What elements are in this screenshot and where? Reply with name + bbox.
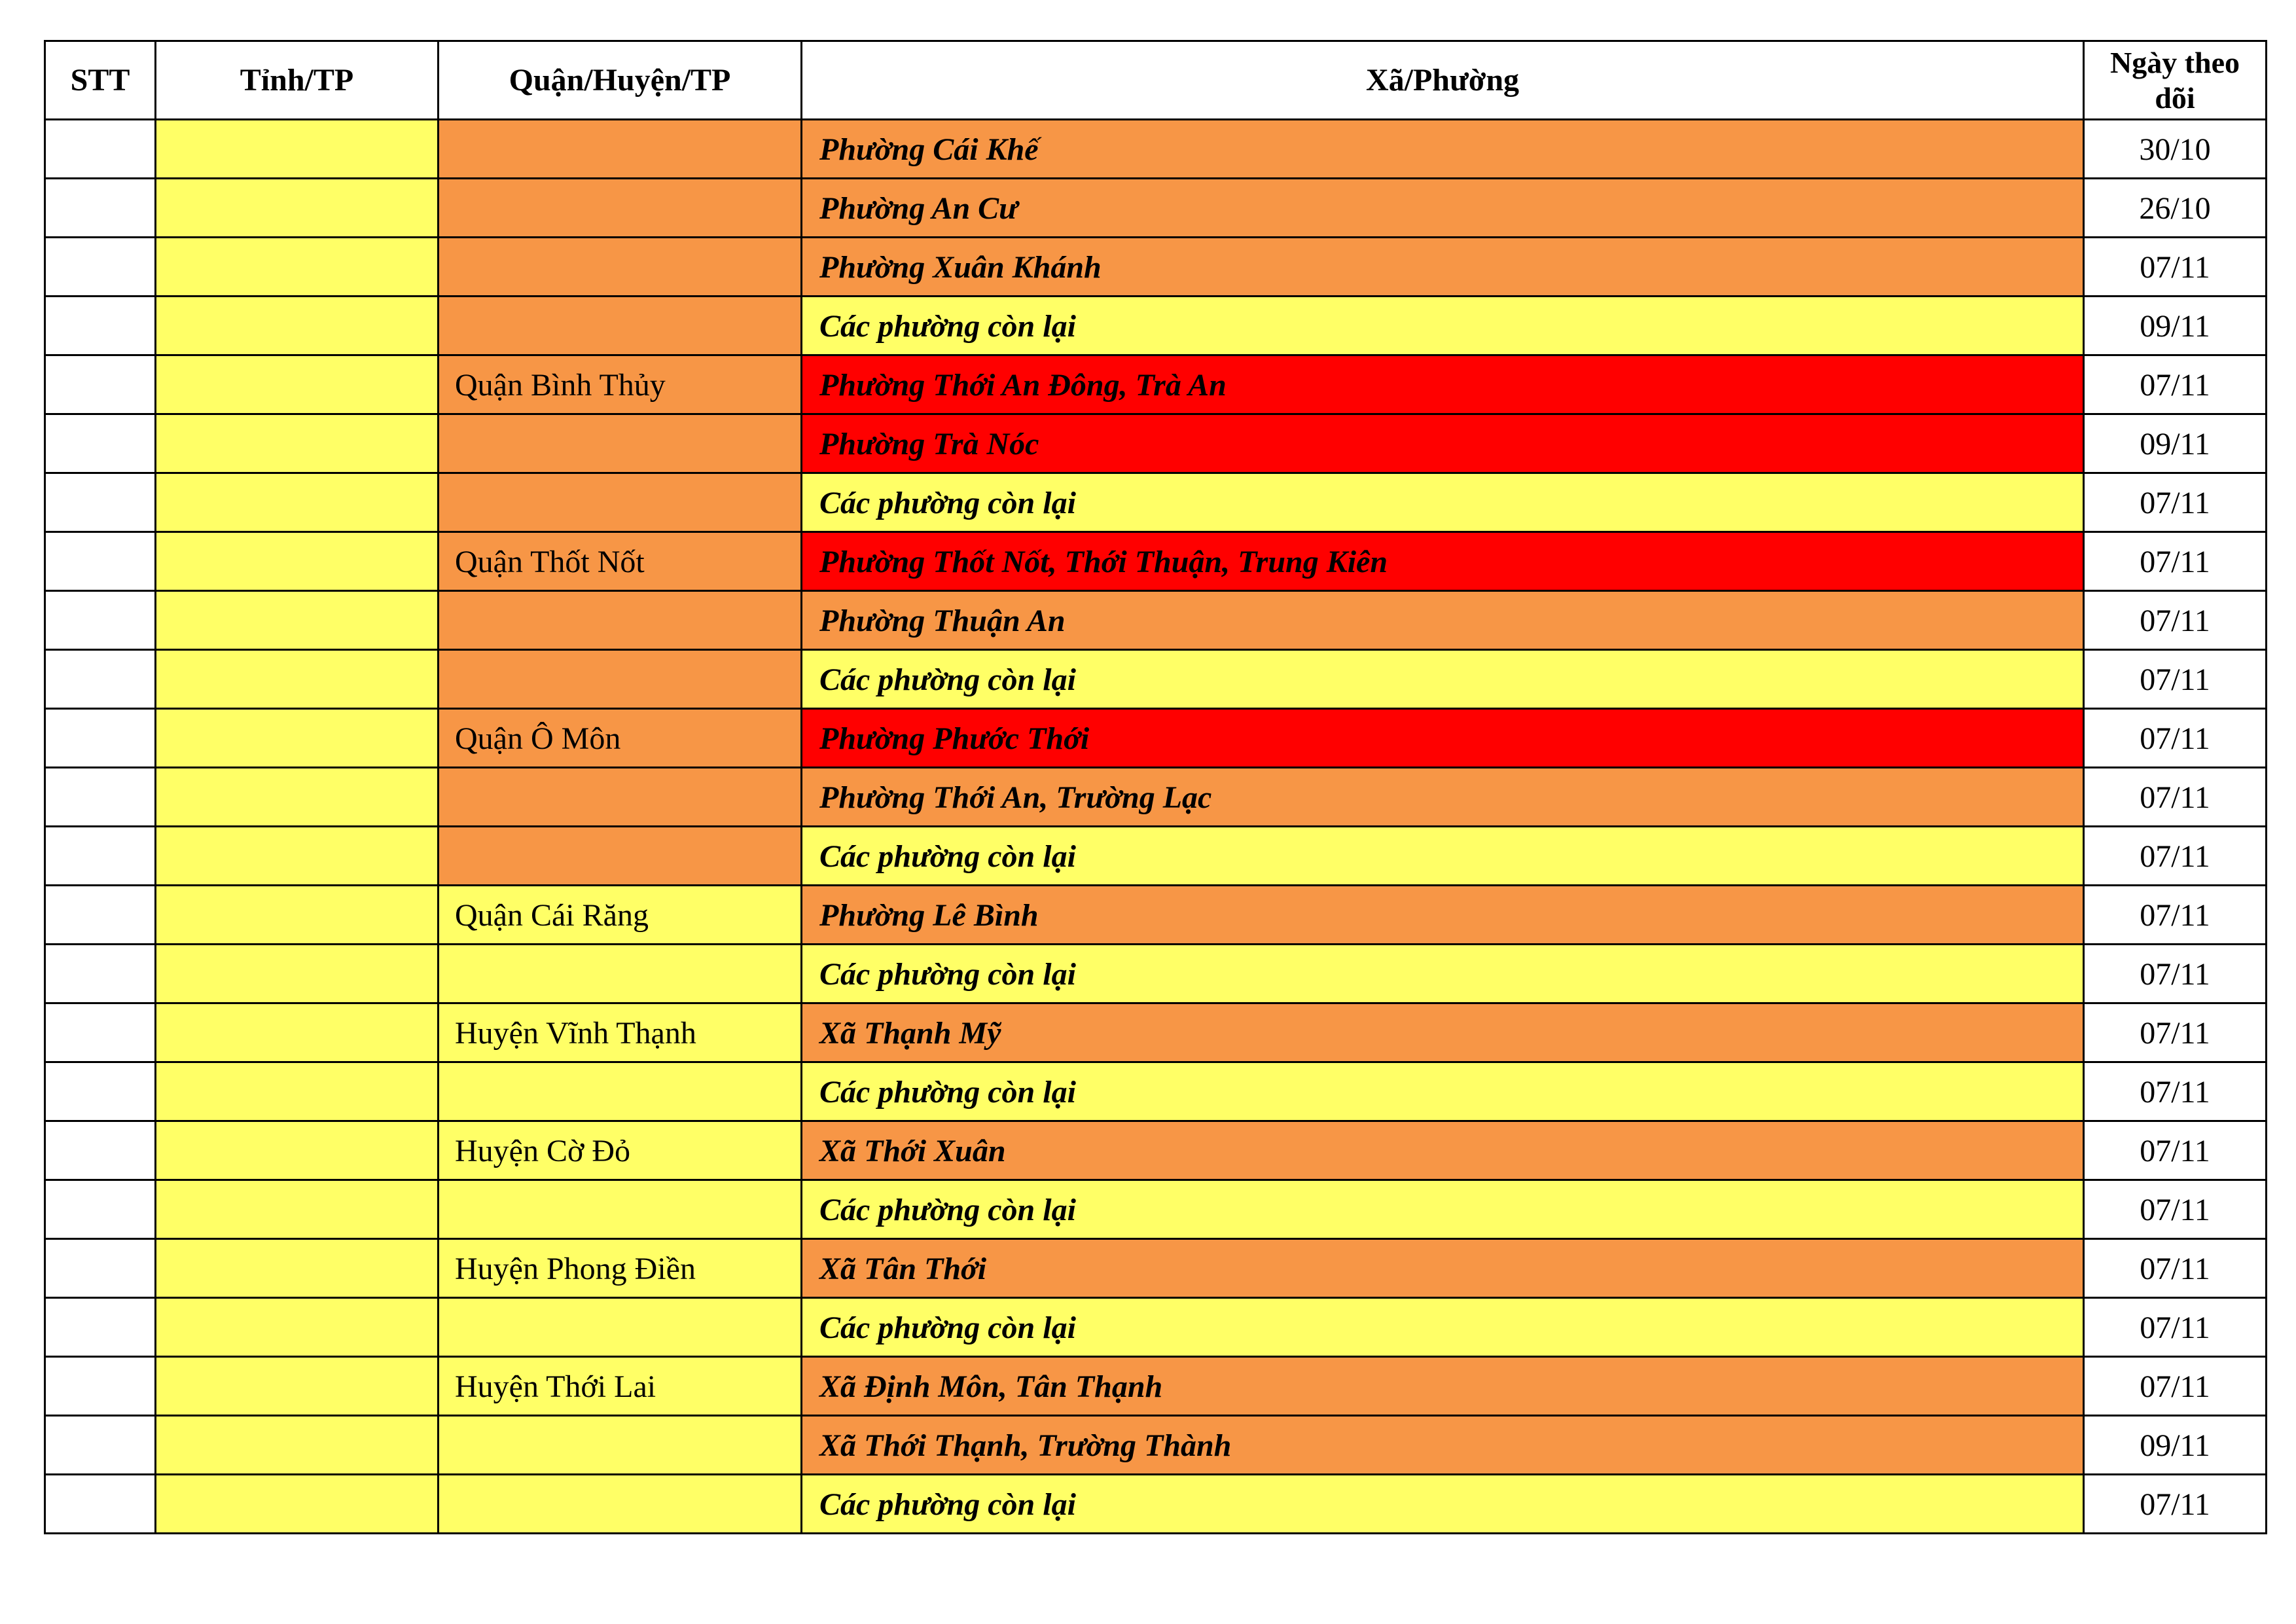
table-row (45, 1003, 2267, 1062)
ward-cell: Các phường còn lại (802, 945, 2084, 1003)
province-cell (156, 591, 439, 650)
table-row (45, 945, 2267, 1003)
province-cell (156, 120, 439, 179)
date-cell: 07/11 (2084, 238, 2267, 297)
header-date: Ngày theo dõi (2084, 41, 2267, 120)
table-row (45, 709, 2267, 768)
date-cell: 09/11 (2084, 297, 2267, 355)
stt-cell (45, 650, 156, 709)
province-cell (156, 1062, 439, 1121)
stt-cell (45, 1475, 156, 1534)
table-row (45, 238, 2267, 297)
table-row (45, 1416, 2267, 1475)
district-cell (439, 945, 802, 1003)
ward-cell: Xã Thới Thạnh, Trường Thành (802, 1416, 2084, 1475)
date-cell: 07/11 (2084, 886, 2267, 945)
ward-cell: Phường Phước Thới (802, 709, 2084, 768)
date-cell: 07/11 (2084, 1239, 2267, 1298)
district-cell (439, 1180, 802, 1239)
stt-cell (45, 532, 156, 591)
district-cell (439, 1475, 802, 1534)
table-row (45, 1121, 2267, 1180)
district-cell (439, 1298, 802, 1357)
district-cell (439, 473, 802, 532)
table-row (45, 1239, 2267, 1298)
table-row (45, 1357, 2267, 1416)
district-cell: Huyện Thới Lai (439, 1357, 802, 1416)
ward-cell: Các phường còn lại (802, 473, 2084, 532)
district-cell (439, 768, 802, 827)
table-row (45, 591, 2267, 650)
date-cell: 07/11 (2084, 532, 2267, 591)
stt-cell (45, 1003, 156, 1062)
ward-cell: Các phường còn lại (802, 1475, 2084, 1534)
district-cell (439, 650, 802, 709)
table-row (45, 297, 2267, 355)
ward-cell: Xã Thới Xuân (802, 1121, 2084, 1180)
stt-cell (45, 1180, 156, 1239)
province-cell (156, 945, 439, 1003)
ward-cell: Xã Thạnh Mỹ (802, 1003, 2084, 1062)
ward-cell: Phường Trà Nóc (802, 414, 2084, 473)
table-row (45, 120, 2267, 179)
district-cell (439, 238, 802, 297)
ward-cell: Phường An Cư (802, 179, 2084, 238)
date-cell: 07/11 (2084, 1180, 2267, 1239)
date-cell: 07/11 (2084, 355, 2267, 414)
date-cell: 07/11 (2084, 945, 2267, 1003)
district-cell (439, 179, 802, 238)
ward-cell: Xã Định Môn, Tân Thạnh (802, 1357, 2084, 1416)
header-row (45, 41, 2267, 120)
date-cell: 09/11 (2084, 414, 2267, 473)
district-cell: Quận Bình Thủy (439, 355, 802, 414)
date-cell: 26/10 (2084, 179, 2267, 238)
stt-cell (45, 886, 156, 945)
province-cell (156, 1475, 439, 1534)
table-row (45, 650, 2267, 709)
stt-cell (45, 1416, 156, 1475)
province-cell (156, 532, 439, 591)
district-cell: Huyện Cờ Đỏ (439, 1121, 802, 1180)
stt-cell (45, 355, 156, 414)
province-cell (156, 709, 439, 768)
stt-cell (45, 827, 156, 886)
stt-cell (45, 709, 156, 768)
table-row (45, 1475, 2267, 1534)
date-cell: 07/11 (2084, 709, 2267, 768)
province-cell (156, 1239, 439, 1298)
ward-cell: Các phường còn lại (802, 650, 2084, 709)
district-cell (439, 827, 802, 886)
table-row (45, 886, 2267, 945)
table-row (45, 1180, 2267, 1239)
province-cell (156, 650, 439, 709)
table-row (45, 1298, 2267, 1357)
ward-cell: Phường Thốt Nốt, Thới Thuận, Trung Kiên (802, 532, 2084, 591)
date-cell: 07/11 (2084, 1298, 2267, 1357)
stt-cell (45, 768, 156, 827)
table-row (45, 414, 2267, 473)
date-cell: 07/11 (2084, 473, 2267, 532)
district-cell (439, 297, 802, 355)
ward-tracking-table (44, 40, 2267, 1534)
district-cell: Huyện Phong Điền (439, 1239, 802, 1298)
stt-cell (45, 1239, 156, 1298)
stt-cell (45, 120, 156, 179)
date-cell: 07/11 (2084, 1121, 2267, 1180)
ward-cell: Phường Cái Khế (802, 120, 2084, 179)
date-cell: 07/11 (2084, 768, 2267, 827)
ward-cell: Phường Thuận An (802, 591, 2084, 650)
date-cell: 07/11 (2084, 1003, 2267, 1062)
header-province: Tỉnh/TP (156, 41, 439, 120)
stt-cell (45, 297, 156, 355)
date-cell: 30/10 (2084, 120, 2267, 179)
ward-cell: Phường Thới An, Trường Lạc (802, 768, 2084, 827)
stt-cell (45, 1298, 156, 1357)
district-cell (439, 414, 802, 473)
date-cell: 07/11 (2084, 1357, 2267, 1416)
province-cell (156, 768, 439, 827)
ward-cell: Các phường còn lại (802, 827, 2084, 886)
table-row (45, 473, 2267, 532)
ward-cell: Các phường còn lại (802, 1298, 2084, 1357)
date-cell: 07/11 (2084, 650, 2267, 709)
stt-cell (45, 945, 156, 1003)
ward-cell: Phường Thới An Đông, Trà An (802, 355, 2084, 414)
table-row (45, 532, 2267, 591)
province-cell (156, 473, 439, 532)
ward-cell: Các phường còn lại (802, 1062, 2084, 1121)
province-cell (156, 1298, 439, 1357)
header-stt: STT (45, 41, 156, 120)
table-row (45, 768, 2267, 827)
table-header (45, 41, 2267, 120)
date-cell: 09/11 (2084, 1416, 2267, 1475)
province-cell (156, 1121, 439, 1180)
ward-cell: Xã Tân Thới (802, 1239, 2084, 1298)
district-cell: Huyện Vĩnh Thạnh (439, 1003, 802, 1062)
district-cell: Quận Ô Môn (439, 709, 802, 768)
province-cell (156, 827, 439, 886)
province-cell (156, 1180, 439, 1239)
ward-cell: Phường Lê Bình (802, 886, 2084, 945)
ward-cell: Các phường còn lại (802, 1180, 2084, 1239)
district-cell (439, 1416, 802, 1475)
stt-cell (45, 1357, 156, 1416)
province-cell (156, 414, 439, 473)
date-cell: 07/11 (2084, 591, 2267, 650)
district-cell (439, 591, 802, 650)
table-row (45, 355, 2267, 414)
province-cell (156, 886, 439, 945)
province-cell (156, 355, 439, 414)
district-cell (439, 120, 802, 179)
stt-cell (45, 238, 156, 297)
province-cell (156, 1416, 439, 1475)
header-ward: Xã/Phường (802, 41, 2084, 120)
stt-cell (45, 1062, 156, 1121)
province-cell (156, 179, 439, 238)
date-cell: 07/11 (2084, 827, 2267, 886)
province-cell (156, 1003, 439, 1062)
stt-cell (45, 473, 156, 532)
stt-cell (45, 414, 156, 473)
district-cell (439, 1062, 802, 1121)
province-cell (156, 238, 439, 297)
district-cell: Quận Thốt Nốt (439, 532, 802, 591)
stt-cell (45, 1121, 156, 1180)
province-cell (156, 297, 439, 355)
ward-cell: Các phường còn lại (802, 297, 2084, 355)
table-row (45, 827, 2267, 886)
date-cell: 07/11 (2084, 1475, 2267, 1534)
table-row (45, 179, 2267, 238)
stt-cell (45, 591, 156, 650)
table-body (45, 120, 2267, 1534)
stt-cell (45, 179, 156, 238)
table-row (45, 1062, 2267, 1121)
header-district: Quận/Huyện/TP (439, 41, 802, 120)
province-cell (156, 1357, 439, 1416)
ward-cell: Phường Xuân Khánh (802, 238, 2084, 297)
date-cell: 07/11 (2084, 1062, 2267, 1121)
district-cell: Quận Cái Răng (439, 886, 802, 945)
